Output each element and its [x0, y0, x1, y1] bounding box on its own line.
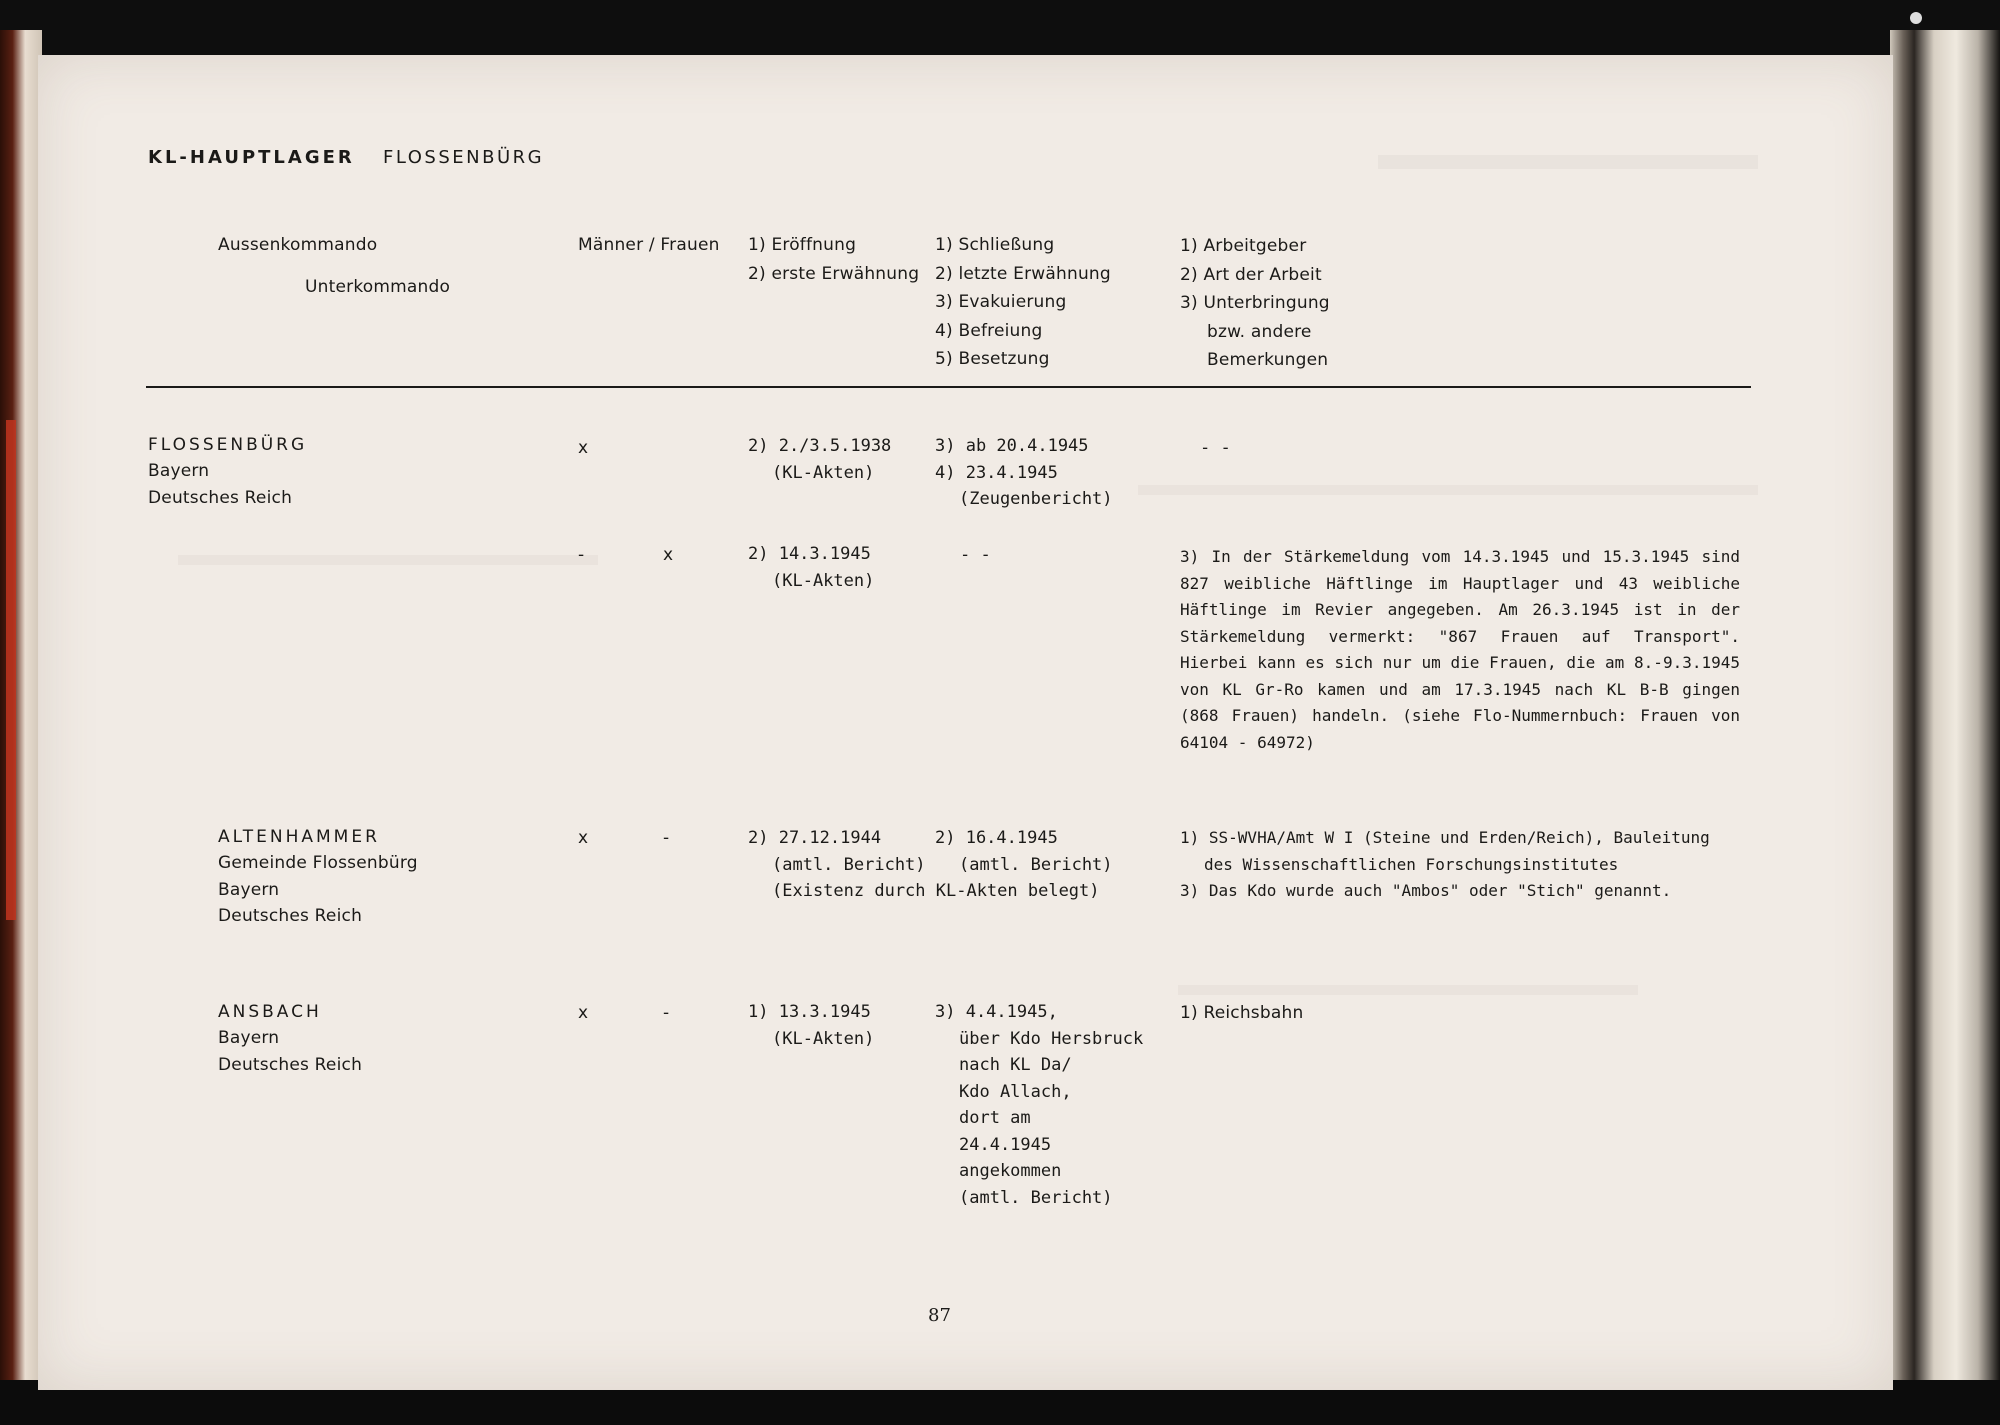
row-flossenbuerg-maenner: x [578, 438, 589, 458]
show-through-mark [1138, 485, 1758, 495]
page-number: 87 [928, 1305, 951, 1326]
col-header-arbeitgeber: 1) Arbeitgeber 2) Art der Arbeit 3) Unterbringung bzw. andere Bemerkungen [1180, 236, 1330, 370]
scanner-marker-dot [1910, 12, 1922, 24]
show-through-mark [1378, 155, 1758, 169]
row-altenhammer-notes: 1) SS-WVHA/Amt W I (Steine und Erden/Reich), Bauleitung des Wissenschaftlichen Forschungsinstitutes 3) Das Kdo wurde auch "Ambos" oder "Stich" genannt. [1180, 828, 1710, 900]
row-women-close: - - [960, 545, 991, 565]
row-flossenbuerg-name: FLOSSENBÜRG [148, 435, 308, 455]
col-header-schliessung: 1) Schließung 2) letzte Erwähnung 3) Evakuierung 4) Befreiung 5) Besetzung [935, 235, 1111, 369]
show-through-mark [178, 555, 598, 565]
row-altenhammer-place: Gemeinde Flossenbürg Bayern Deutsches Reich [218, 853, 418, 926]
col-header-aussenkommando: Aussenkommando [218, 235, 378, 255]
row-ansbach-notes: 1) Reichsbahn [1180, 1003, 1304, 1023]
col-header-unterkommando: Unterkommando [305, 277, 451, 297]
header-rule [146, 386, 1751, 388]
row-altenhammer-open: 2) 27.12.1944 (amtl. Bericht) (Existenz durch KL-Akten belegt) [748, 828, 1100, 901]
row-women-open: 2) 14.3.1945 (KL-Akten) [748, 544, 875, 591]
row-flossenbuerg-open: 2) 2./3.5.1938 (KL-Akten) [748, 436, 892, 483]
row-ansbach-open: 1) 13.3.1945 (KL-Akten) [748, 1002, 875, 1049]
row-flossenbuerg-notes: - - [1200, 438, 1231, 458]
scanner-background-top [0, 0, 2000, 60]
row-flossenbuerg-close: 3) ab 20.4.1945 4) 23.4.1945 (Zeugenbericht) [935, 436, 1113, 509]
col-header-maenner-frauen: Männer / Frauen [578, 235, 720, 255]
row-ansbach-name: ANSBACH [218, 1002, 322, 1022]
book-page [38, 55, 1893, 1390]
row-ansbach-close: 3) 4.4.1945, über Kdo Hersbruck nach KL Da/ Kdo Allach, dort am 24.4.1945 angekommen (amtl. Bericht) [935, 1002, 1144, 1208]
row-altenhammer-close: 2) 16.4.1945 (amtl. Bericht) [935, 828, 1113, 875]
row-women-notes: 3) In der Stärkemeldung vom 14.3.1945 und 15.3.1945 sind 827 weibliche Häftlinge im Hauptlager und 43 weibliche Häftlinge im Revier angegeben. Am 26.3.1945 ist in der Stärkemeldung vermerkt: "867 Frauen auf Transport". Hierbei kann es sich nur um die Frauen, die am 8.-9.3.1945 von KL Gr-Ro kamen und am 17.3.1945 nach KL B-B gingen (868 Frauen) handeln. (siehe Flo-Nummernbuch: Frauen von 64104 - 64972) [1180, 547, 1740, 752]
book-cover-edge [6, 420, 16, 920]
row-ansbach-maenner: x [578, 1003, 589, 1023]
row-ansbach-frauen: - [663, 1003, 670, 1023]
page-header-camp-type: KL-HAUPTLAGER [148, 147, 355, 168]
row-women-maenner: - [578, 545, 585, 565]
page-header-camp-name: FLOSSENBÜRG [383, 147, 545, 168]
row-ansbach-place: Bayern Deutsches Reich [218, 1028, 363, 1075]
row-altenhammer-maenner: x [578, 828, 589, 848]
row-altenhammer-frauen: - [663, 828, 670, 848]
book-page-edges-right [1890, 30, 2000, 1390]
show-through-mark [1178, 985, 1638, 995]
col-header-eroeffnung: 1) Eröffnung 2) erste Erwähnung [748, 235, 920, 284]
row-altenhammer-name: ALTENHAMMER [218, 827, 380, 847]
row-flossenbuerg-place: Bayern Deutsches Reich [148, 461, 293, 508]
row-women-frauen: x [663, 545, 674, 565]
